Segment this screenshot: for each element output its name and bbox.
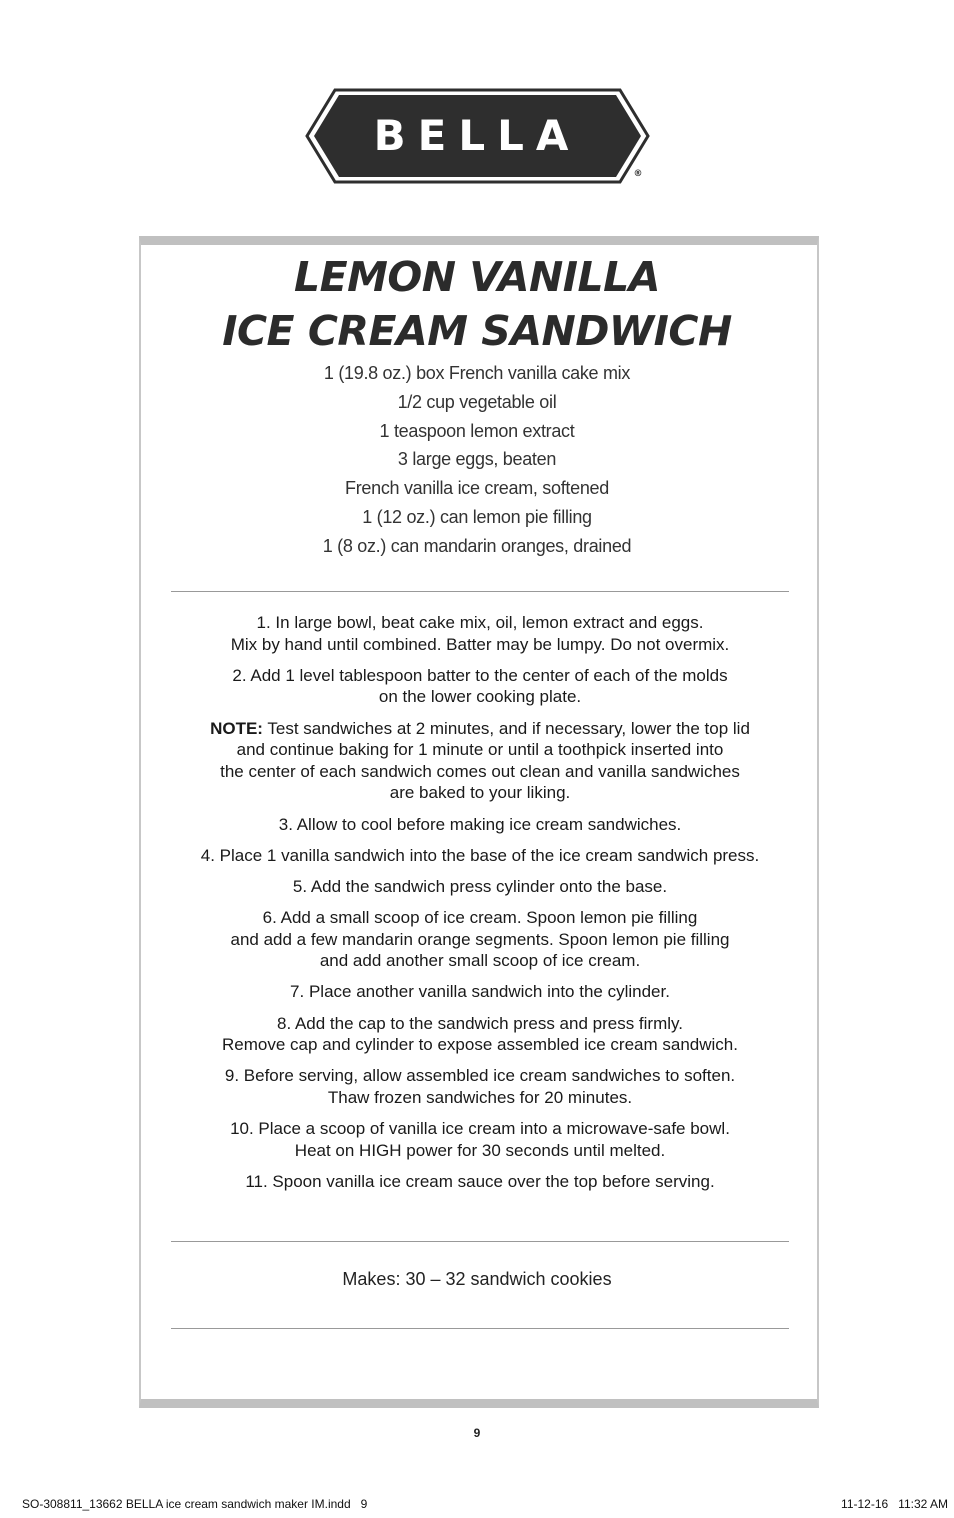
bella-logo — [305, 88, 650, 190]
ingredient-item: 1/2 cup vegetable oil — [397, 391, 557, 412]
recipe-steps — [150, 612, 810, 1202]
divider-rule — [171, 591, 789, 592]
step-item: 8. Add the cap to the sandwich press and press firmly. Remove cap and cylinder to expose assembled ice cream sandwich. — [222, 1013, 738, 1055]
registered-mark: ® — [633, 169, 643, 179]
divider-rule — [171, 1328, 789, 1329]
yield-text: Makes: 30 – 32 sandwich cookies — [342, 1269, 612, 1289]
recipe-title — [0, 250, 954, 358]
divider-rule — [171, 1241, 789, 1242]
recipe-title-line-2: ICE CREAM SANDWICH — [222, 307, 732, 355]
ingredient-item: 1 (12 oz.) can lemon pie filling — [362, 506, 592, 527]
ingredient-item: 1 teaspoon lemon extract — [379, 420, 575, 441]
note-label: NOTE: — [210, 718, 263, 738]
step-item: 11. Spoon vanilla ice cream sauce over the top before serving. — [245, 1172, 715, 1191]
ingredient-item: 1 (8 oz.) can mandarin oranges, drained — [322, 535, 632, 556]
footer-filename: SO-308811_13662 BELLA ice cream sandwich maker IM.indd 9 — [22, 1497, 368, 1511]
step-item: 9. Before serving, allow assembled ice cream sandwiches to soften. Thaw frozen sandwiches for 20 minutes. — [224, 1066, 736, 1108]
step-item: 4. Place 1 vanilla sandwich into the base of the ice cream sandwich press. — [200, 845, 760, 865]
step-item: 10. Place a scoop of vanilla ice cream into a microwave-safe bowl. Heat on HIGH power for 30 seconds until melted. — [230, 1119, 730, 1160]
note-paragraph — [150, 718, 810, 804]
ingredient-list — [0, 359, 954, 561]
step-item: 7. Place another vanilla sandwich into the cylinder. — [290, 982, 670, 1002]
footer-timestamp: 11-12-16 11:32 AM — [841, 1497, 948, 1511]
step-item: 2. Add 1 level tablespoon batter to the center of each of the molds on the lower cooking plate. — [232, 665, 728, 707]
step-item: 5. Add the sandwich press cylinder onto the base. — [292, 876, 668, 896]
logo-wordmark: BELLA — [373, 111, 581, 160]
ingredient-item: French vanilla ice cream, softened — [345, 478, 609, 499]
step-item: 6. Add a small scoop of ice cream. Spoon lemon pie filling and add a few mandarin orange segments. Spoon lemon pie filling and add another small scoop of ice cream. — [230, 908, 730, 971]
note-text: Test sandwiches at 2 minutes, and if necessary, lower the top lid and continue baking for 1 minute or until a toothpick inserted into the center of each sandwich comes out clean and vanilla sandwiches are baked to your liking. — [220, 718, 750, 803]
page-number: 9 — [473, 1426, 481, 1440]
ingredient-item: 1 (19.8 oz.) box French vanilla cake mix — [323, 363, 631, 383]
recipe-title-line-1: LEMON VANILLA — [293, 253, 661, 301]
step-item: 1. In large bowl, beat cake mix, oil, lemon extract and eggs. Mix by hand until combined. Batter may be lumpy. Do not overmix. — [230, 613, 730, 654]
step-item: 3. Allow to cool before making ice cream sandwiches. — [278, 814, 682, 834]
ingredient-item: 3 large eggs, beaten — [397, 449, 557, 470]
